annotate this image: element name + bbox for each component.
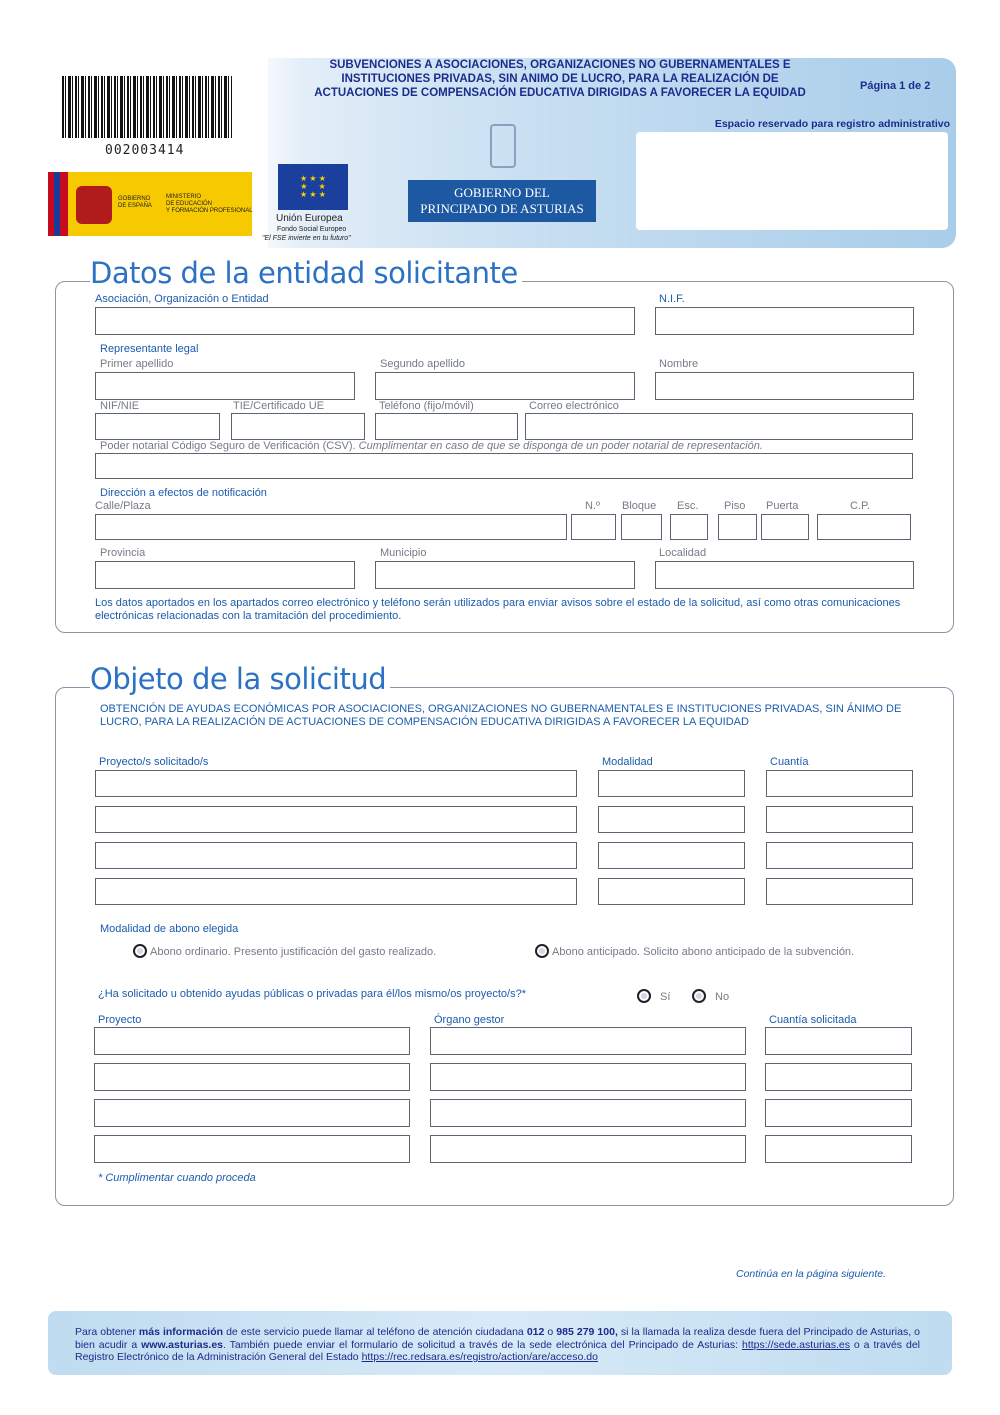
gobierno-espana-text: GOBIERNO DE ESPAÑA	[118, 196, 152, 209]
aid-project-input-3[interactable]	[94, 1099, 410, 1127]
aid-no-radio[interactable]	[692, 989, 706, 1003]
footer-text: si la llamada la realiza desde fuera del Principado de Asturias, o bien acudir a	[75, 1326, 920, 1351]
modality-input-3[interactable]	[598, 842, 745, 869]
nif-nie-input[interactable]	[95, 413, 220, 440]
locality-input[interactable]	[655, 561, 914, 589]
aid-amount-input-4[interactable]	[765, 1135, 912, 1163]
stair-label: Esc.	[677, 500, 699, 512]
aid-body-input-2[interactable]	[430, 1063, 746, 1091]
form-title	[270, 58, 850, 100]
spain-crest-icon	[76, 186, 112, 224]
number-label: N.º	[585, 500, 601, 512]
modality-input-4[interactable]	[598, 878, 745, 905]
payment-ordinary-label: Abono ordinario. Presento justificación del gasto realizado.	[150, 946, 437, 958]
section-object-title: Objeto de la solicitud	[90, 662, 390, 696]
locality-label: Localidad	[659, 547, 707, 559]
eu-slogan: "El FSE invierte en tu futuro"	[262, 235, 351, 242]
tie-label: TIE/Certificado UE	[233, 400, 325, 412]
aid-body-input-1[interactable]	[430, 1027, 746, 1055]
footer-site: www.asturias.es	[141, 1338, 224, 1351]
nif-label: N.I.F.	[659, 293, 685, 305]
project-input-3[interactable]	[95, 842, 577, 869]
aid-yes-label: Sí	[660, 991, 671, 1003]
first-surname-label: Primer apellido	[100, 358, 174, 370]
eu-fund: Fondo Social Europeo	[277, 226, 347, 233]
aid-amount-input-2[interactable]	[765, 1063, 912, 1091]
amount-input-2[interactable]	[766, 806, 913, 833]
amount-input-3[interactable]	[766, 842, 913, 869]
email-label: Correo electrónico	[529, 400, 619, 412]
project-input-1[interactable]	[95, 770, 577, 797]
block-label: Bloque	[622, 500, 657, 512]
footer-text: de este servicio puede llamar al teléfono de atención ciudadana	[223, 1326, 527, 1338]
second-surname-label: Segundo apellido	[380, 358, 466, 370]
door-label: Puerta	[766, 500, 799, 512]
nif-input[interactable]	[655, 307, 914, 335]
floor-label: Piso	[724, 500, 746, 512]
projects-col-label: Proyecto/s solicitado/s	[99, 756, 209, 768]
footer-text: . También puede enviar el formulario de solicitud a través de la sede electrónica del Principado de Asturias:	[223, 1338, 742, 1351]
phone-label: Teléfono (fijo/móvil)	[379, 400, 474, 412]
csv-hint: Cumplimentar en caso de que se disponga de un poder notarial de representación.	[358, 440, 763, 452]
registry-box	[636, 132, 948, 230]
number-input[interactable]	[571, 514, 616, 540]
aid-question: ¿Ha solicitado u obtenido ayudas públicas o privadas para él/los mismo/os proyecto/s?*	[98, 988, 527, 1000]
project-input-2[interactable]	[95, 806, 577, 833]
zip-input[interactable]	[817, 514, 911, 540]
csv-input[interactable]	[95, 453, 913, 479]
aid-body-col-label: Órgano gestor	[434, 1014, 505, 1026]
block-input[interactable]	[621, 514, 662, 540]
spain-flag-icon	[48, 172, 68, 236]
street-label: Calle/Plaza	[95, 500, 151, 512]
asturias-logo-line: PRINCIPADO DE ASTURIAS	[420, 201, 584, 216]
legal-rep-heading: Representante legal	[100, 343, 199, 355]
asturias-logo	[408, 180, 596, 222]
aid-no-label: No	[715, 991, 730, 1003]
section-applicant-title: Datos de la entidad solicitante	[90, 256, 522, 290]
floor-input[interactable]	[718, 514, 757, 540]
footer-phone-012: 012	[526, 1326, 545, 1338]
aid-body-input-3[interactable]	[430, 1099, 746, 1127]
page-number: Página 1 de 2	[860, 80, 931, 92]
name-input[interactable]	[655, 372, 914, 400]
address-heading: Dirección a efectos de notificación	[100, 487, 267, 499]
aid-amount-col-label: Cuantía solicitada	[769, 1014, 857, 1026]
csv-label	[100, 440, 763, 452]
second-surname-input[interactable]	[375, 372, 635, 400]
entity-label: Asociación, Organización o Entidad	[95, 293, 269, 305]
footer-text: o	[544, 1326, 557, 1338]
ministerio-text: MINISTERIO DE EDUCACIÓN Y FORMACIÓN PROFESIONAL	[166, 194, 253, 214]
barcode-number: 002003414	[105, 143, 185, 158]
aid-amount-input-3[interactable]	[765, 1099, 912, 1127]
gobierno-espana-logo	[48, 172, 252, 236]
aid-body-input-4[interactable]	[430, 1135, 746, 1163]
form-title-line: SUBVENCIONES A ASOCIACIONES, ORGANIZACIONES NO GUBERNAMENTALES E	[329, 59, 791, 71]
object-description: OBTENCIÓN DE AYUDAS ECONÓMICAS POR ASOCIACIONES, ORGANIZACIONES NO GUBERNAMENTALES E INSTITUCIONES PRIVADAS, SIN ÁNIMO DE LUCRO, PARA LA REALIZACIÓN DE ACTUACIONES DE COMPENSACIÓN EDUCATIVA DIRIGIDAS A FAVORECER LA EQUIDAD	[100, 703, 902, 728]
barcode	[62, 76, 232, 138]
modality-input-2[interactable]	[598, 806, 745, 833]
amount-col-label: Cuantía	[770, 756, 809, 768]
province-input[interactable]	[95, 561, 355, 589]
name-label: Nombre	[659, 358, 699, 370]
asturias-crest-icon	[490, 124, 516, 168]
footer-info	[75, 1326, 920, 1364]
street-input[interactable]	[95, 514, 567, 540]
amount-input-1[interactable]	[766, 770, 913, 797]
payment-heading: Modalidad de abono elegida	[100, 923, 239, 935]
nif-nie-label: NIF/NIE	[100, 400, 140, 412]
continue-text: Continúa en la página siguiente.	[736, 1268, 887, 1280]
first-surname-input[interactable]	[95, 372, 355, 400]
aid-project-input-1[interactable]	[94, 1027, 410, 1055]
csv-label-text: Poder notarial Código Seguro de Verificación (CSV).	[100, 440, 356, 452]
tie-input[interactable]	[231, 413, 365, 440]
municipality-label: Municipio	[380, 547, 427, 559]
aid-project-input-4[interactable]	[94, 1135, 410, 1163]
redsara-link[interactable]: https://rec.redsara.es/registro/action/are/acceso.do	[361, 1351, 598, 1363]
footnote: * Cumplimentar cuando proceda	[98, 1172, 256, 1184]
payment-ordinary-radio[interactable]	[133, 944, 147, 958]
footer-phone-985: 985 279 100,	[556, 1326, 618, 1338]
footer-text: Para obtener	[75, 1326, 139, 1338]
municipality-input[interactable]	[375, 561, 635, 589]
sede-link[interactable]: https://sede.asturias.es	[741, 1338, 850, 1351]
modality-col-label: Modalidad	[602, 756, 653, 768]
door-input[interactable]	[761, 514, 809, 540]
phone-input[interactable]	[375, 413, 518, 440]
modality-input-1[interactable]	[598, 770, 745, 797]
project-input-4[interactable]	[95, 878, 577, 905]
footer-bold: más información	[138, 1326, 224, 1338]
zip-label: C.P.	[850, 500, 870, 512]
form-title-line: ACTUACIONES DE COMPENSACIÓN EDUCATIVA DIRIGIDAS A FAVORECER LA EQUIDAD	[314, 87, 806, 99]
eu-flag-icon: ★ ★ ★ ★ ★ ★ ★ ★	[278, 164, 348, 210]
entity-input[interactable]	[95, 307, 635, 335]
payment-advance-label: Abono anticipado. Solicito abono anticipado de la subvención.	[552, 946, 855, 958]
aid-project-col-label: Proyecto	[98, 1014, 142, 1026]
aid-project-input-2[interactable]	[94, 1063, 410, 1091]
province-label: Provincia	[100, 547, 146, 559]
eu-name: Unión Europea	[276, 213, 343, 224]
stair-input[interactable]	[670, 514, 708, 540]
amount-input-4[interactable]	[766, 878, 913, 905]
payment-advance-radio[interactable]	[535, 944, 549, 958]
contact-notice: Los datos aportados en los apartados correo electrónico y teléfono serán utilizados para enviar avisos sobre el estado de la solicitud, así como otras comunicaciones electrónicas relacionadas con la tramitación del procedimiento.	[95, 597, 901, 622]
asturias-logo-line: GOBIERNO DEL	[454, 185, 550, 200]
form-title-line: INSTITUCIONES PRIVADAS, SIN ANIMO DE LUCRO, PARA LA REALIZACIÓN DE	[341, 73, 779, 85]
footer-text: o a través del Registro Electrónico de la Administración General del Estado	[75, 1338, 921, 1363]
registry-label: Espacio reservado para registro administrativo	[714, 118, 950, 130]
email-input[interactable]	[525, 413, 913, 440]
aid-amount-input-1[interactable]	[765, 1027, 912, 1055]
aid-yes-radio[interactable]	[637, 989, 651, 1003]
